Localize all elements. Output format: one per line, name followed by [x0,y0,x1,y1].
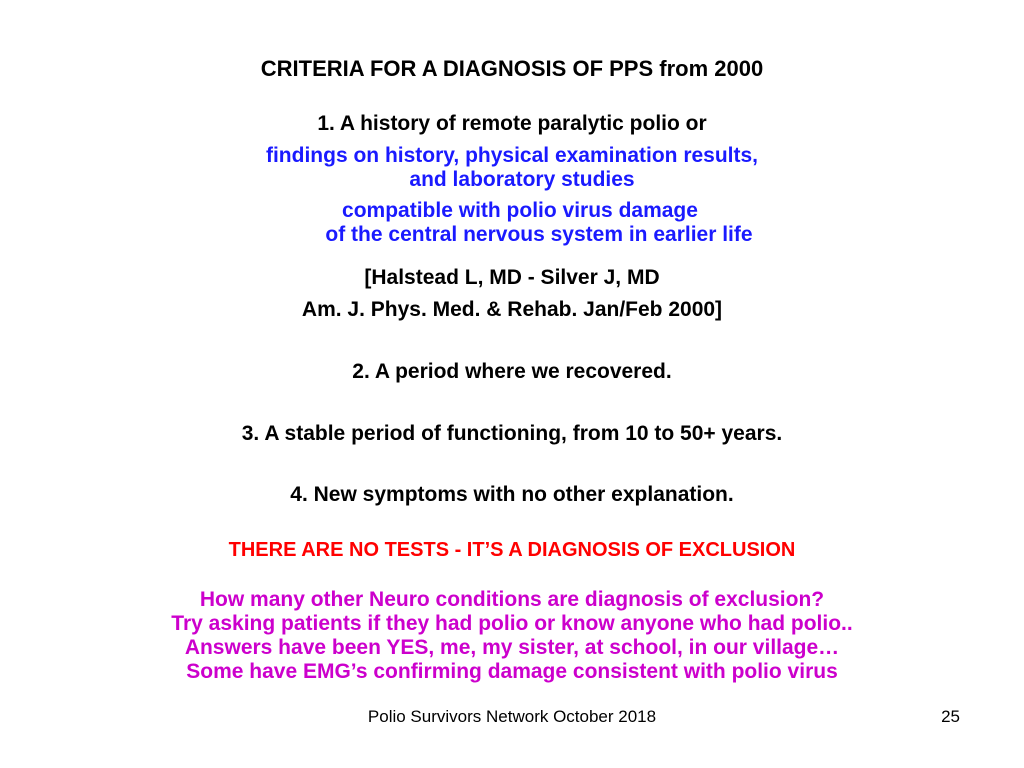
criterion-2: 2. A period where we recovered. [352,360,672,383]
criterion-3: 3. A stable period of functioning, from 10 to 50+ years. [241,422,783,445]
criterion-1-heading: 1. A history of remote paralytic polio or [317,112,707,135]
criterion-1-detail-line-1: findings on history, physical examination results, [265,144,759,167]
magenta-line-1: How many other Neuro conditions are diagnosis of exclusion? [199,588,825,611]
page-number: 25 [941,707,960,726]
criterion-4: 4. New symptoms with no other explanation. [290,483,734,506]
citation-line-1: [Halstead L, MD - Silver J, MD [364,266,660,289]
exclusion-notice: THERE ARE NO TESTS - IT’S A DIAGNOSIS OF EXCLUSION [228,539,796,561]
citation-line-2: Am. J. Phys. Med. & Rehab. Jan/Feb 2000] [301,298,723,321]
magenta-line-3: Answers have been YES, me, my sister, at school, in our village… [184,636,840,659]
footer-text: Polio Survivors Network October 2018 [367,707,657,726]
magenta-line-2: Try asking patients if they had polio or know anyone who had polio.. [171,612,853,635]
criterion-1-detail-line-4: of the central nervous system in earlier life [325,223,753,246]
criterion-1-detail-line-3: compatible with polio virus damage [342,199,698,222]
slide-title: CRITERIA FOR A DIAGNOSIS OF PPS from 2000 [260,56,764,81]
criterion-1-detail-line-2: and laboratory studies [409,168,635,191]
magenta-line-4: Some have EMG’s confirming damage consistent with polio virus [186,660,838,683]
